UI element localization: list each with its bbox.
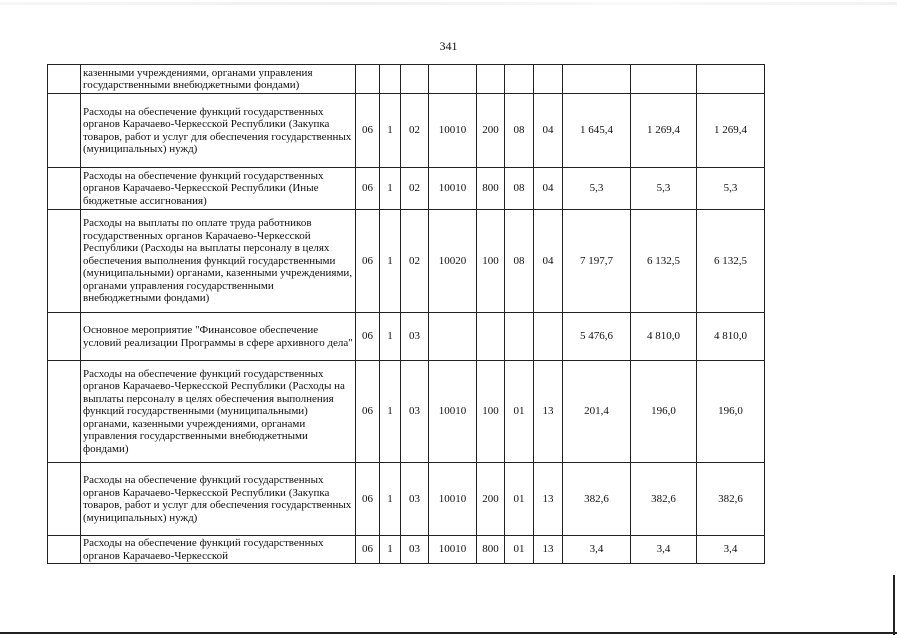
amount-cell-v3: [697, 65, 765, 94]
code-cell-c2: 1: [380, 536, 401, 564]
amount-cell-v1: 5,3: [563, 168, 631, 210]
amount-cell-v2: 3,4: [631, 536, 697, 564]
code-cell-c2: 1: [380, 168, 401, 210]
code-cell-c1: 06: [356, 313, 380, 361]
code-cell-c2: 1: [380, 313, 401, 361]
amount-cell-v3: 3,4: [697, 536, 765, 564]
table-row: [48, 313, 765, 361]
table-row: [48, 536, 765, 564]
code-cell-c6: 08: [505, 210, 534, 313]
code-cell-c3: 03: [401, 536, 429, 564]
code-cell-c5: [477, 313, 505, 361]
code-cell-c4: [429, 65, 477, 94]
code-cell-c4: 10010: [429, 463, 477, 536]
code-cell-c5: 800: [477, 536, 505, 564]
code-cell-c4: 10010: [429, 361, 477, 463]
code-cell-c3: 03: [401, 463, 429, 536]
code-cell-c2: 1: [380, 361, 401, 463]
page-number: 341: [439, 39, 458, 53]
row-index-cell: [48, 313, 81, 361]
amount-cell-v1: 7 197,7: [563, 210, 631, 313]
code-cell-c5: 200: [477, 463, 505, 536]
code-cell-c3: [401, 65, 429, 94]
code-cell-c6: 01: [505, 463, 534, 536]
amount-cell-v3: 4 810,0: [697, 313, 765, 361]
code-cell-c3: 02: [401, 210, 429, 313]
code-cell-c7: 13: [534, 536, 563, 564]
code-cell-c1: 06: [356, 94, 380, 168]
amount-cell-v1: [563, 65, 631, 94]
code-cell-c5: 100: [477, 210, 505, 313]
code-cell-c6: 08: [505, 94, 534, 168]
amount-cell-v2: 5,3: [631, 168, 697, 210]
row-description: казенными учреждениями, органами управления государственными внебюджетными фондами): [81, 65, 356, 94]
code-cell-c6: 08: [505, 168, 534, 210]
code-cell-c3: 02: [401, 94, 429, 168]
code-cell-c7: 04: [534, 210, 563, 313]
code-cell-c7: 04: [534, 94, 563, 168]
code-cell-c7: 13: [534, 463, 563, 536]
row-index-cell: [48, 463, 81, 536]
code-cell-c7: [534, 313, 563, 361]
code-cell-c5: 800: [477, 168, 505, 210]
code-cell-c4: 10010: [429, 168, 477, 210]
code-cell-c1: 06: [356, 463, 380, 536]
amount-cell-v2: 196,0: [631, 361, 697, 463]
code-cell-c1: [356, 65, 380, 94]
code-cell-c4: [429, 313, 477, 361]
amount-cell-v3: 6 132,5: [697, 210, 765, 313]
code-cell-c1: 06: [356, 210, 380, 313]
code-cell-c1: 06: [356, 536, 380, 564]
code-cell-c1: 06: [356, 361, 380, 463]
code-cell-c5: 100: [477, 361, 505, 463]
row-index-cell: [48, 361, 81, 463]
table-row: [48, 210, 765, 313]
bottom-rule: [0, 632, 897, 634]
row-description: Расходы на обеспечение функций государственных органов Карачаево-Черкесской Республики (Расходы на выплаты персоналу в целях обеспечения выполнения функций государственными (муниципальными) органами, казенными учреждениями, органами управления государственными внебюджетными фондами): [81, 361, 356, 463]
amount-cell-v2: [631, 65, 697, 94]
amount-cell-v1: 5 476,6: [563, 313, 631, 361]
code-cell-c7: 04: [534, 168, 563, 210]
row-description: Основное мероприятие "Финансовое обеспечение условий реализации Программы в сфере архивного дела": [81, 313, 356, 361]
row-description: Расходы на обеспечение функций государственных органов Карачаево-Черкесской Республики (Закупка товаров, работ и услуг для обеспечения государственных (муниципальных) нужд): [81, 463, 356, 536]
right-margin-rule: [893, 575, 895, 635]
table-row: [48, 65, 765, 94]
budget-table-body: [48, 65, 765, 564]
amount-cell-v1: 201,4: [563, 361, 631, 463]
row-description: Расходы на выплаты по оплате труда работников государственных органов Карачаево-Черкесской Республики (Расходы на выплаты персоналу в целях обеспечения выполнения функций государственными (муниципальными) органами, казенными учреждениями, органами управления государственными внебюджетными фондами): [81, 210, 356, 313]
amount-cell-v1: 1 645,4: [563, 94, 631, 168]
code-cell-c2: 1: [380, 463, 401, 536]
row-index-cell: [48, 536, 81, 564]
row-description: Расходы на обеспечение функций государственных органов Карачаево-Черкесской: [81, 536, 356, 564]
code-cell-c2: 1: [380, 210, 401, 313]
scan-artifact: [0, 2, 897, 5]
code-cell-c4: 10020: [429, 210, 477, 313]
code-cell-c6: 01: [505, 536, 534, 564]
row-index-cell: [48, 65, 81, 94]
code-cell-c6: [505, 313, 534, 361]
code-cell-c5: 200: [477, 94, 505, 168]
table-row: [48, 361, 765, 463]
amount-cell-v2: 6 132,5: [631, 210, 697, 313]
amount-cell-v2: 4 810,0: [631, 313, 697, 361]
table-row: [48, 94, 765, 168]
amount-cell-v1: 3,4: [563, 536, 631, 564]
amount-cell-v3: 382,6: [697, 463, 765, 536]
code-cell-c3: 03: [401, 361, 429, 463]
code-cell-c6: [505, 65, 534, 94]
budget-table: [47, 64, 765, 564]
table-row: [48, 463, 765, 536]
amount-cell-v3: 196,0: [697, 361, 765, 463]
amount-cell-v3: 5,3: [697, 168, 765, 210]
code-cell-c7: 13: [534, 361, 563, 463]
row-description: Расходы на обеспечение функций государственных органов Карачаево-Черкесской Республики (Закупка товаров, работ и услуг для обеспечения государственных (муниципальных) нужд): [81, 94, 356, 168]
row-index-cell: [48, 168, 81, 210]
table-row: [48, 168, 765, 210]
amount-cell-v1: 382,6: [563, 463, 631, 536]
code-cell-c3: 02: [401, 168, 429, 210]
row-index-cell: [48, 210, 81, 313]
code-cell-c5: [477, 65, 505, 94]
code-cell-c3: 03: [401, 313, 429, 361]
amount-cell-v2: 382,6: [631, 463, 697, 536]
code-cell-c6: 01: [505, 361, 534, 463]
code-cell-c4: 10010: [429, 536, 477, 564]
row-description: Расходы на обеспечение функций государственных органов Карачаево-Черкесской Республики (Иные бюджетные ассигнования): [81, 168, 356, 210]
code-cell-c7: [534, 65, 563, 94]
code-cell-c2: [380, 65, 401, 94]
code-cell-c4: 10010: [429, 94, 477, 168]
row-index-cell: [48, 94, 81, 168]
code-cell-c1: 06: [356, 168, 380, 210]
amount-cell-v3: 1 269,4: [697, 94, 765, 168]
code-cell-c2: 1: [380, 94, 401, 168]
amount-cell-v2: 1 269,4: [631, 94, 697, 168]
